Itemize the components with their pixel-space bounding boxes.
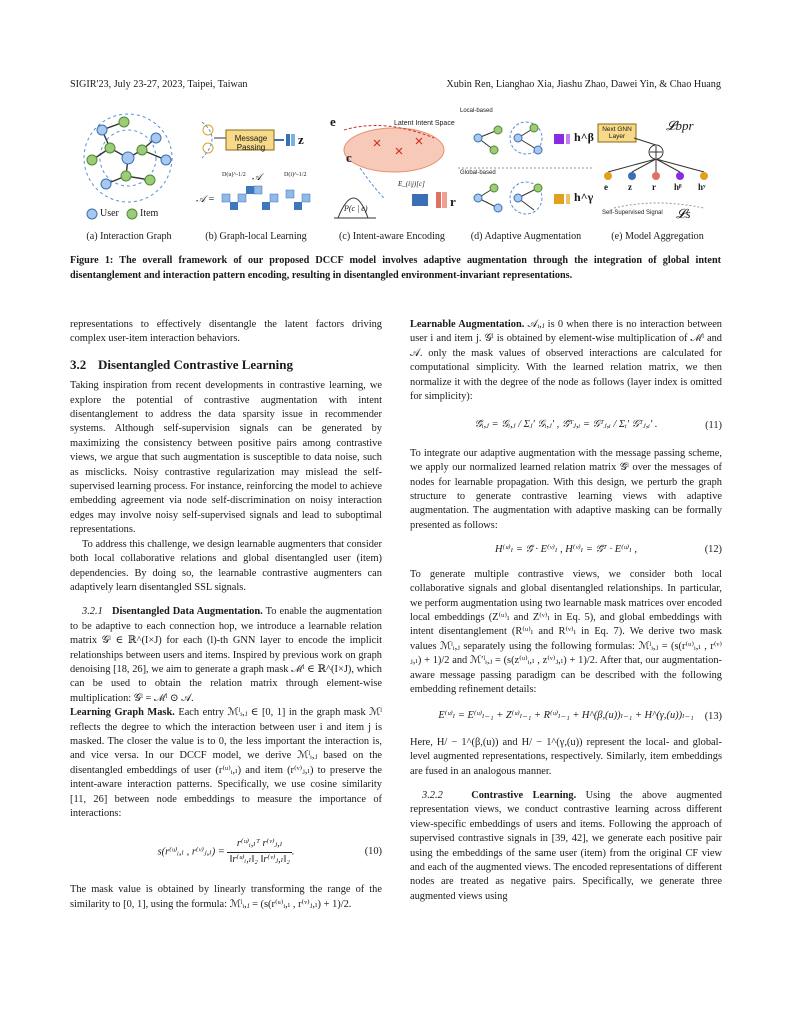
e-label: e [330,114,336,129]
paragraph-text: Using the above augmented representation views, we conduct contrastive learning across different view-specific embeddings of users and items. Following the approach of supervised contrastive signals in [39, 42], we generate each positive pair using the embeddings of the same user (item) from the original CF view and each of the augmented views. The encoded representations of different nodes are treated as negative pairs. Specifically, we generate three augmented views using [410,789,722,902]
latent-intent-space-label: Latent Intent Space [394,120,455,127]
ssl-label: Self-Supervised Signal [602,210,663,216]
message-passing-box: Message Passing [234,134,268,152]
agg-r: r [652,182,656,192]
run-in-heading: Learning Graph Mask. [70,707,175,719]
equation-number: (10) [364,846,382,858]
h-beta-label: h^β [574,130,594,144]
paragraph-text: Each entry ℳˡᵢ,ⱼ ∈ [0, 1] in the graph mask ℳˡ reflects the degree to which the interaction between user i and item j is masked. The closer the value is to 0, the less important the interaction is, and vice versa. In our DCCF model, we derive ℳˡᵢ,ⱼ based on the disentangled embeddings of user (r⁽ᵘ⁾ᵢ,ₗ) and item (r⁽ᵛ⁾ⱼ,ₗ) to preserve the intent-aware interaction patterns. Specifically, we use cosine similarity [11, 26] between node embeddings to measure the importance of interactions: [70,707,382,819]
agg-z: z [628,182,632,192]
expectation-label: E_(i|j)[c] [398,180,425,188]
paragraph [410,789,722,904]
equation-number: (13) [704,710,722,722]
eq10-numerator: r⁽ᵘ⁾ᵢ,ₗᵀ r⁽ᵛ⁾ⱼ,ₗ [227,837,291,852]
loss-s-label: 𝓛s [676,206,691,221]
equation-number: (12) [704,544,722,556]
equation-12 [410,543,722,557]
section-number: 3.2 [70,356,87,372]
paragraph: representations to effectively disentangle the latent factors driving complex user-item interaction behaviors. [70,319,382,345]
panel-model-aggregation [594,108,721,242]
paragraph [70,706,382,821]
section-heading [70,358,382,372]
r-label: r [450,194,456,209]
panel-adaptive-augmentation [458,108,594,242]
caption-b: (b) Graph-local Learning [205,231,307,242]
eq12-body: H⁽ᵘ⁾ₗ = 𝒢̄ · E⁽ᵛ⁾ₗ , H⁽ᵛ⁾ₗ = 𝒢̄ᵀ · E⁽ᵘ⁾ₗ , [495,544,637,556]
section-title: Disentangled Contrastive Learning [98,356,293,372]
eq11-body: 𝒢̄ᵢ,ⱼ = 𝒢ᵢ,ⱼ / Σⱼ′ 𝒢ᵢ,ⱼ′ , 𝒢̄ᵀⱼ,ᵢ = 𝒢ᵀⱼ,ᵢ / Σᵢ′ 𝒢ᵀⱼ,ᵢ′ . [474,419,658,431]
running-header-authors: Xubin Ren, Lianghao Xia, Jiashu Zhao, Dawei Yin, & Chao Huang [446,79,721,90]
next-gnn-layer-box: Next GNN Layer [602,126,632,140]
z-label: z [298,132,304,147]
paragraph: To generate multiple contrastive views, we consider both local collaborative signals and global disentangled relationships. In particular, we perform augmentation using two learnable mask matrices over encoded local embeddings (Z⁽ᵘ⁾ₗ and Z⁽ᵛ⁾ₗ in Eq. 5), and global embeddings with intent disentanglement (R⁽ᵘ⁾ₗ and R⁽ᵛ⁾ₗ in Eq. 7). We derive two mask values ℳˡᵢ,ⱼ separately using the following formulas: ℳˡᵢ,ⱼ = (s(r⁽ᵘ⁾ᵢ,ₗ , r⁽ᵛ⁾ⱼ,ₗ) + 1)/2 and ℳ′ˡᵢ,ⱼ = (s(z⁽ᵘ⁾ᵢ,ₗ , z⁽ᵛ⁾ⱼ,ₗ) + 1)/2. After that, our augmentation-aware message passing paradigm can be described with the following embedding refinement details: [410,568,722,695]
matrix-a-label: 𝒜 = [196,194,215,205]
h-gamma-label: h^γ [574,190,594,204]
matrix-a-title: 𝒜 [252,172,262,183]
eq10-denominator: ‖r⁽ᵘ⁾ᵢ,ₗ‖₂ ‖r⁽ᵛ⁾ⱼ,ₗ‖₂ [229,853,290,865]
eq13-body: E⁽ᵘ⁾ₗ = E⁽ᵘ⁾ₗ₋₁ + Z⁽ᵘ⁾ₗ₋₁ + R⁽ᵘ⁾ₗ₋₁ + H^(β,(u))ₗ₋₁ + H^(γ,(u))ₗ₋₁ [438,710,694,722]
paragraph-text: 𝒜ᵢ,ⱼ is 0 when there is no interaction between user i and item j. 𝒢ˡ is obtained by element-wise multiplication of ℳˡ and 𝒜. only the mask values of observed interactions are calculated for computational simplicity. With the learned relation matrix, we then normalize it with the degree of the node as follows (layer index is omitted for simplicity): [410,319,722,403]
eq10-lhs: s(r⁽ᵘ⁾ᵢ,ₗ , r⁽ᵛ⁾ⱼ,ₗ) = [157,846,225,858]
distribution-label: P(c | e) [344,204,368,213]
global-based-label: Global-based [460,170,496,176]
agg-h-gamma: hʸ [698,182,706,192]
paragraph: The mask value is obtained by linearly transforming the range of the similarity to [0, 1], using the formula: ℳˡᵢ,ⱼ = (s(r⁽ᵘ⁾ᵢ,ₗ , r⁽ᵛ⁾ⱼ,ₗ) + 1)/2. [70,884,382,910]
legend-item-label: Item [140,208,159,219]
agg-e: e [604,182,608,192]
degree-left-label: D(u)^-1/2 [222,172,246,178]
figure-1 [70,108,721,248]
paragraph: To integrate our adaptive augmentation with the message passing scheme, we apply our normalized learned relation matrix 𝒢̄ˡ over the messages of nodes for learnable propagation. With this design, we perturb the graph structure to generate contrastive learning views with adaptive augmentation. The augmentation with adaptive masking can be formally presented as follows: [410,447,722,531]
caption-c: (c) Intent-aware Encoding [339,231,445,242]
caption-a: (a) Interaction Graph [86,231,172,242]
panel-graph-local-learning [192,108,320,242]
panel-intent-aware-encoding [324,108,460,242]
running-header-venue: SIGIR'23, July 23-27, 2023, Taipei, Taiwan [70,79,248,90]
subsection-title: Disentangled Data Augmentation. [111,606,263,618]
paragraph: To address this challenge, we design learnable augmenters that consider both local collaborative relations and global disentangled user (item) dependencies. By doing so, the learnable contrastive augmenters can adaptively learn disentangled SSL signals. [70,538,382,593]
equation-13 [410,709,722,723]
equation-10: s(r⁽ᵘ⁾ᵢ,ₗ , r⁽ᵛ⁾ⱼ,ₗ) = $\frac{\text{r⁽ᵘ⁾ᵢ,ₗᵀ r⁽ᵛ⁾ⱼ,ₗ}}{\text{‖r⁽ᵘ⁾ᵢ,ₗ‖₂ ‖r⁽ᵛ⁾ⱼ,ₗ‖₂}}$ . (10) [70,837,382,867]
subsection-number: 3.2.2 [422,789,443,801]
panel-interaction-graph [70,108,188,242]
paragraph [70,605,382,706]
agg-h-beta: hᵝ [674,182,682,192]
eq10-fraction [227,837,291,867]
caption-d: (d) Adaptive Augmentation [470,231,582,242]
right-column [410,318,722,904]
subsection-number: 3.2.1 [82,606,103,618]
caption-e: (e) Model Aggregation [611,231,704,242]
legend-user-label: User [100,208,119,219]
equation-number: (11) [705,419,722,431]
subsection-title: Contrastive Learning. [471,789,577,801]
run-in-heading: Learnable Augmentation. [410,319,525,330]
left-column [70,318,382,912]
paragraph: Taking inspiration from recent developments in contrastive learning, we explore the potential of contrastive augmentation with intent disentanglement to address the data sparsity issue in recommender systems. Although self-supervision signals can be generated by maximizing the consistency between positive pairs among contrastive views, we argue that such augmentation is susceptible to data noise, such as misclicks. Noisy contrastive regularization may mislead the self-supervised learning process. For instance, reinforcing the model to achieve embedding agreement via node self-discrimination on noisy interaction edges may involve noisy self-supervised signals and lead to suboptimal representations. [70,380,382,536]
paragraph: Here, H/ − 1^(β,(u)) and H/ − 1^(γ,(u)) represent the local- and global-level augmented representations, respectively. Similarly, item embeddings are fused in an analogous manner. [410,736,722,777]
figure-caption: Figure 1: The overall framework of our proposed DCCF model involves adaptive augmentation through the integration of global intent disentanglement and interaction pattern encoding, resulting in disentangled environment-invariant representations. [70,255,721,281]
local-based-label: Local-based [460,108,493,114]
c-label: c [346,150,352,165]
paragraph [410,318,722,404]
equation-11 [410,418,722,432]
loss-bpr-label: 𝓛bpr [666,118,694,133]
degree-right-label: D(i)^-1/2 [284,172,307,178]
paragraph-text: To enable the augmentation to be adaptive to each connection hop, we introduce a learnable relation matrix 𝒢ˡ ∈ ℝ^(I×J) for each (l)-th GNN layer to encode the implicit relationships between users and items. Inspired by previous work on graph denoising [18, 26], we aim to generate a graph mask ℳˡ ∈ ℝ^(I×J), which can be used to obtain the relation matrix through element-wise multiplication: 𝒢ˡ = ℳˡ ⊙ 𝒜. [70,606,382,704]
